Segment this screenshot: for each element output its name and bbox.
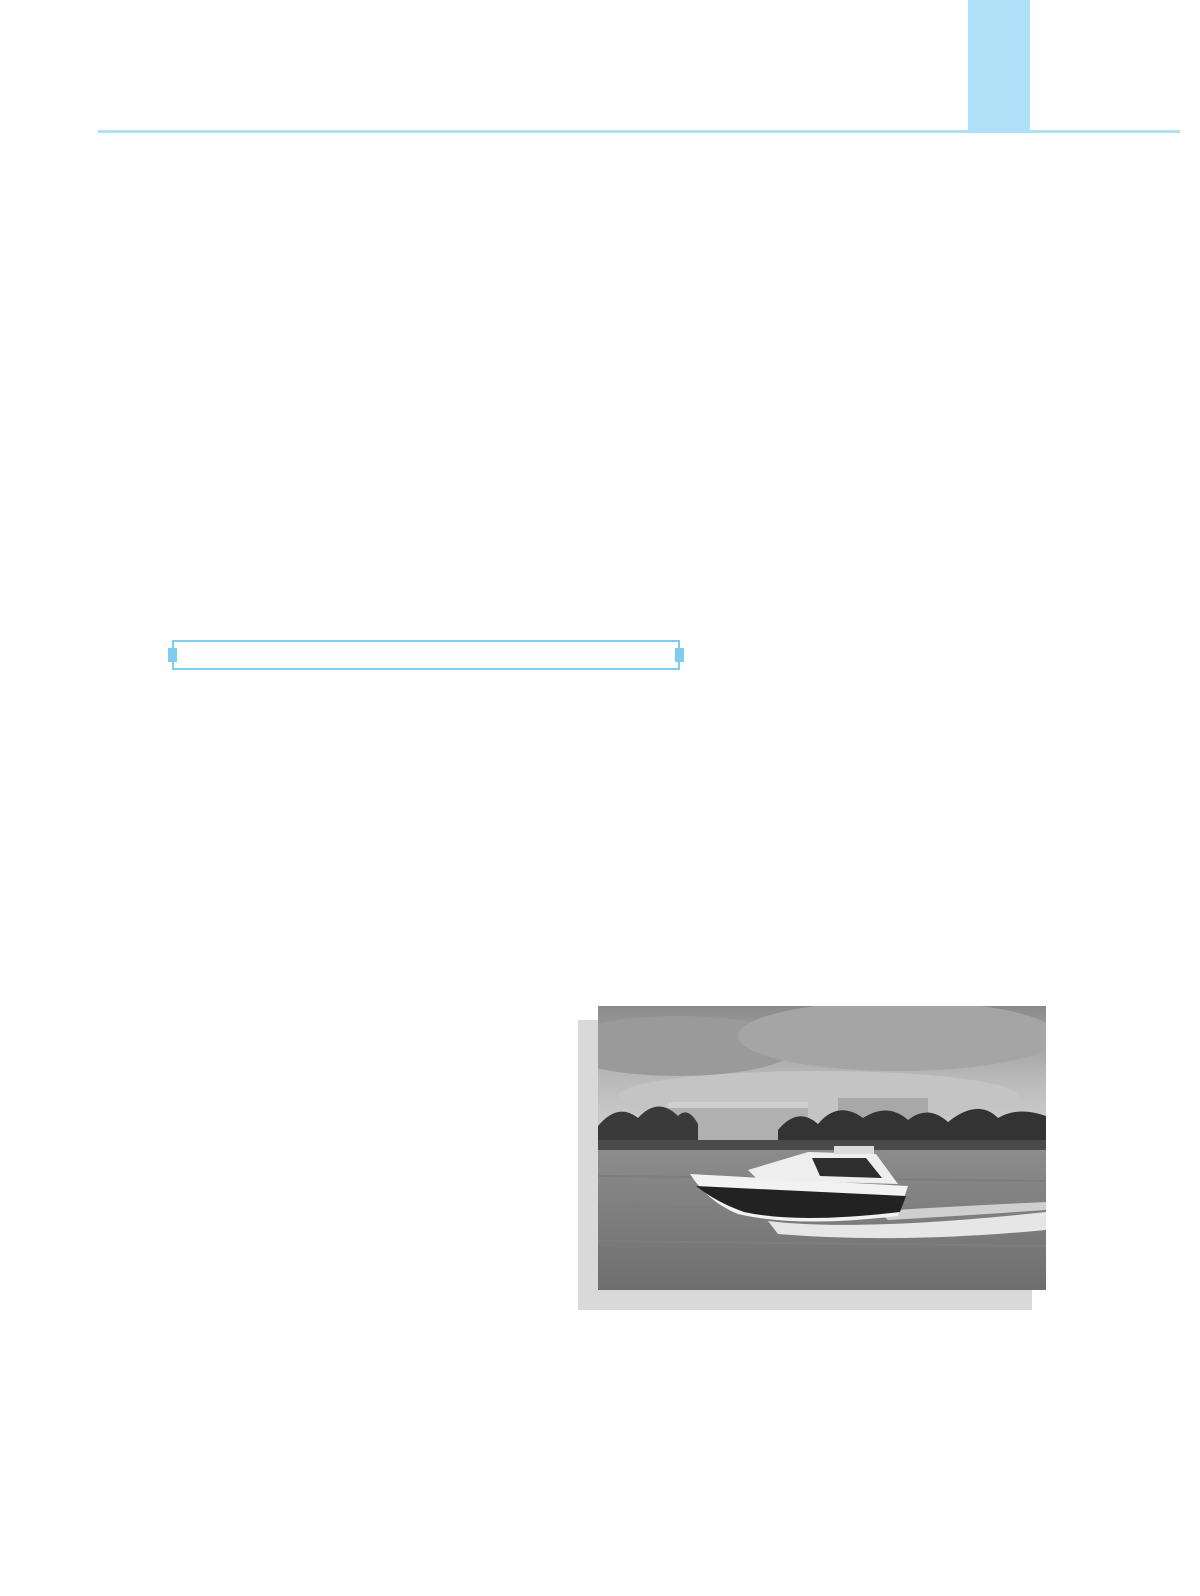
section-banner xyxy=(172,640,680,670)
header-rule xyxy=(98,130,1180,133)
motorboat-photo xyxy=(598,1006,1046,1290)
page-corner-tab xyxy=(968,0,1030,132)
banner-right-mark xyxy=(675,648,684,662)
banner-left-mark xyxy=(168,648,177,662)
